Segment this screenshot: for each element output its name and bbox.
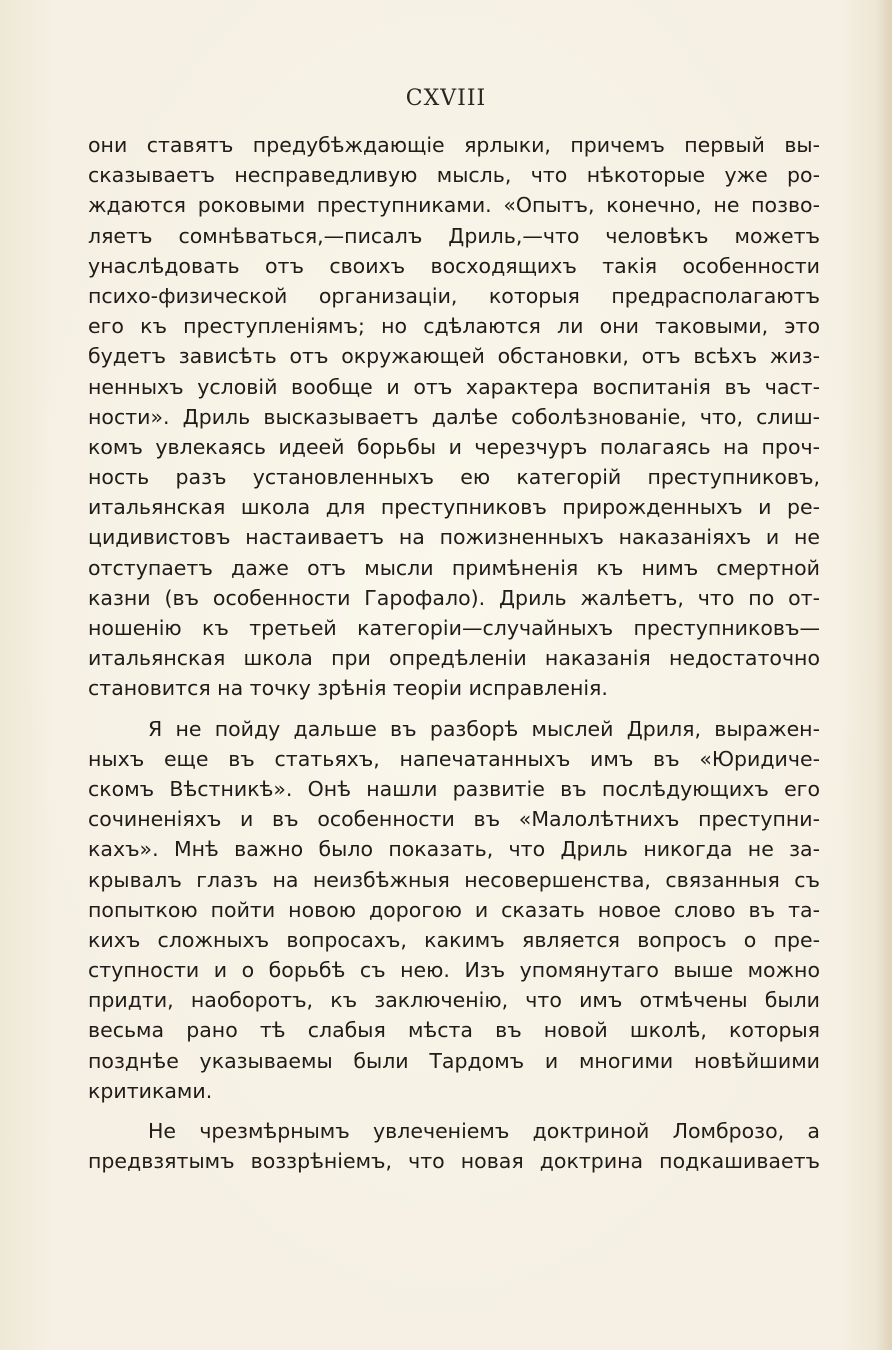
body-text (88, 130, 820, 1176)
text-line: ныхъ еще въ статьяхъ, напечатанныхъ имъ въ «Юридиче- (88, 746, 820, 771)
text-line: психо-физической организаціи, которыя предрасполагаютъ (88, 283, 820, 308)
text-line: весьма рано тѣ слабыя мѣста въ новой школѣ, которыя (88, 1018, 820, 1043)
text-line: кихъ сложныхъ вопросахъ, какимъ является вопросъ о пре- (88, 927, 820, 952)
text-line: критиками. (88, 1078, 213, 1103)
text-line: Я не пойду дальше въ разборѣ мыслей Дриля, выражен- (148, 716, 820, 741)
text-line: будетъ зависѣть отъ окружающей обстановки, отъ всѣхъ жиз- (88, 344, 820, 369)
text-line: ненныхъ условій вообще и отъ характера воспитанія въ част- (88, 374, 820, 399)
text-line: ности». Дриль высказываетъ далѣе соболѣзнованіе, что, слиш- (88, 404, 820, 429)
text-line: кахъ». Мнѣ важно было показать, что Дриль никогда не за- (88, 837, 820, 862)
text-line: ность разъ установленныхъ ею категорій преступниковъ, (88, 465, 820, 490)
paragraph-1 (88, 130, 820, 704)
text-line: итальянская школа при опредѣленіи наказанія недостаточно (88, 646, 820, 671)
text-line: становится на точку зрѣнія теоріи исправленія. (88, 676, 608, 701)
text-line: сочиненіяхъ и въ особенности въ «Малолѣтнихъ преступни- (88, 807, 820, 832)
text-line: его къ преступленіямъ; но сдѣлаются ли они таковыми, это (88, 314, 820, 339)
paragraph-gap (88, 704, 820, 714)
text-line: комъ увлекаясь идеей борьбы и черезчуръ полагаясь на проч- (88, 434, 820, 459)
text-line: крывалъ глазъ на неизбѣжныя несовершенства, связанныя съ (88, 867, 820, 892)
text-line: они ставятъ предубѣждающіе ярлыки, причемъ первый вы- (88, 133, 820, 157)
text-line: цидивистовъ настаиваетъ на пожизненныхъ наказаніяхъ и не (88, 525, 820, 550)
text-line: позднѣе указываемы были Тардомъ и многими новѣйшими (88, 1048, 820, 1073)
text-line: итальянская школа для преступниковъ прирожденныхъ и ре- (88, 495, 820, 520)
text-line: ступности и о борьбѣ съ нею. Изъ упомянутаго выше можно (88, 958, 820, 983)
text-line: предвзятымъ воззрѣніемъ, что новая доктрина подкашиваетъ (88, 1149, 820, 1174)
page-edge-shadow (876, 0, 892, 1350)
text-line: ждаются роковыми преступниками. «Опытъ, конечно, не позво- (88, 193, 820, 218)
paragraph-3 (88, 1116, 820, 1176)
text-line: отступаетъ даже отъ мысли примѣненія къ нимъ смертной (88, 555, 820, 580)
text-line: придти, наоборотъ, къ заключенію, что имъ отмѣчены были (88, 988, 820, 1013)
text-line: Не чрезмѣрнымъ увлеченіемъ доктриной Ломброзо, а (148, 1119, 820, 1143)
text-line: попыткою пойти новою дорогою и сказать новое слово въ та- (88, 897, 820, 922)
text-line: казни (въ особенности Гарофало). Дриль жалѣетъ, что по от- (88, 585, 820, 610)
text-line: унаслѣдовать отъ своихъ восходящихъ такія особенности (88, 253, 820, 278)
paragraph-2 (88, 714, 820, 1106)
text-line: скомъ Вѣстникѣ». Онѣ нашли развитіе въ послѣдующихъ его (88, 776, 820, 801)
paragraph-gap (88, 1106, 820, 1116)
text-line: ношенію къ третьей категоріи—случайныхъ преступниковъ— (88, 616, 820, 640)
text-line: ляетъ сомнѣваться,—писалъ Дриль,—что человѣкъ можетъ (88, 223, 820, 248)
page-number: CXVIII (405, 86, 487, 111)
text-line: сказываетъ несправедливую мысль, что нѣкоторые уже ро- (88, 163, 820, 188)
